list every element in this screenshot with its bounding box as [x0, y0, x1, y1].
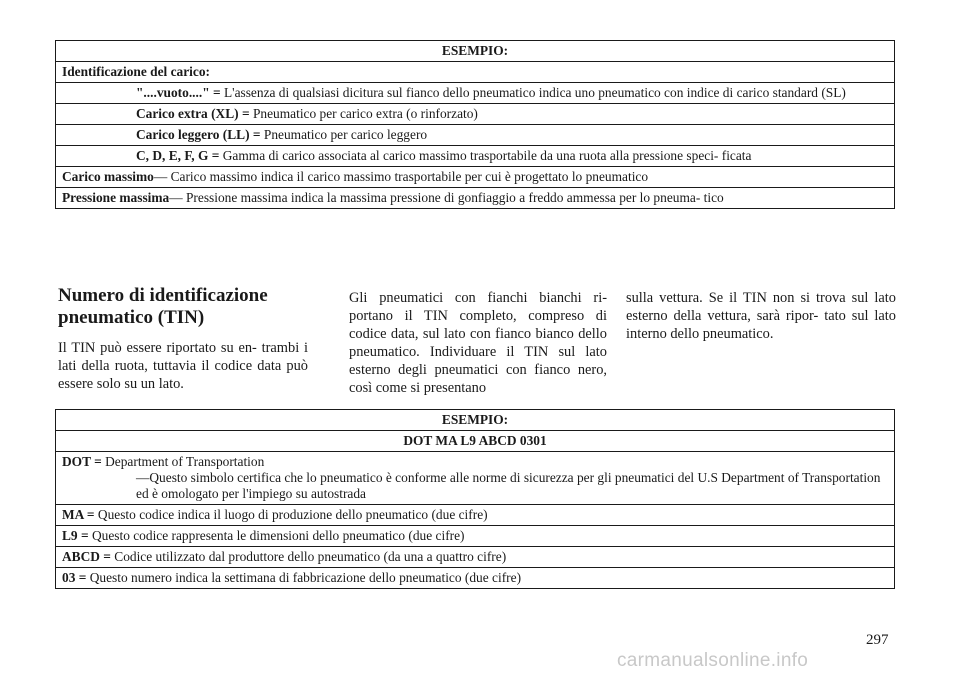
row-desc: Pneumatico per carico extra (o rinforzato) [249, 106, 478, 121]
tin-code: DOT MA L9 ABCD 0301 [56, 431, 894, 452]
row-term: Carico massimo [62, 169, 154, 184]
section-title: Numero di identificazione pneumatico (TIN) [58, 285, 268, 328]
row-term: C, D, E, F, G = [136, 148, 220, 163]
row-term: 03 = [62, 570, 87, 585]
table-row [56, 452, 894, 505]
table-header: ESEMPIO: [56, 41, 894, 62]
row-desc: Codice utilizzato dal produttore dello pneumatico (da una a quattro cifre) [110, 549, 507, 564]
row-desc: Questo codice indica il luogo di produzione dello pneumatico (due cifre) [94, 507, 488, 522]
row-term: Pressione massima [62, 190, 170, 205]
row-desc: — Pressione massima indica la massima pressione di gonfiaggio a freddo ammessa per lo pneuma- tico [169, 190, 724, 205]
row-term: Carico leggero (LL) = [136, 127, 261, 142]
table-row [56, 167, 894, 188]
row-desc: Pneumatico per carico leggero [260, 127, 428, 142]
row-desc: L'assenza di qualsiasi dicitura sul fianco dello pneumatico indica uno pneumatico con indice di carico standard (SL) [220, 85, 846, 100]
row-desc: Gamma di carico associata al carico massimo trasportabile da una ruota alla pressione speci- ficata [219, 148, 752, 163]
row-term: "....vuoto...." = [136, 85, 221, 100]
table-row [56, 568, 894, 588]
table-row [56, 83, 894, 104]
paragraph: Gli pneumatici con fianchi bianchi ri- portano il TIN completo, compreso di codice data, sul lato con fianco bianco dello pneumatico. Individuare il TIN sul lato esterno degli pneumatici con fianco nero, così come si presentano [349, 290, 607, 396]
row-term: MA = [62, 507, 95, 522]
row-term: DOT = [62, 454, 102, 469]
text-column-2 [349, 289, 607, 397]
dot-note: —Questo simbolo certifica che lo pneumatico è conforme alle norme di sicurezza per gli pneumatici del U.S Department of Transportation ed è omologato per l'impiego su autostrada [136, 470, 881, 501]
table-row [56, 505, 894, 526]
load-id-title: Identificazione del carico: [62, 64, 211, 79]
load-identification-table [55, 40, 895, 209]
row-desc: Questo codice rappresenta le dimensioni dello pneumatico (due cifre) [88, 528, 465, 543]
table-row [56, 104, 894, 125]
paragraph: sulla vettura. Se il TIN non si trova sul lato esterno della vettura, sarà ripor- tato sul lato interno dello pneumatico. [626, 290, 896, 342]
table-header: ESEMPIO: [56, 410, 894, 431]
table-row [56, 125, 894, 146]
row-term: Carico extra (XL) = [136, 106, 250, 121]
text-column-3 [626, 289, 896, 343]
paragraph: Il TIN può essere riportato su en- trambi i lati della ruota, tuttavia il codice data può essere solo su un lato. [58, 340, 308, 392]
table-row [56, 188, 894, 208]
row-term: L9 = [62, 528, 89, 543]
table-row [56, 547, 894, 568]
tin-example-table [55, 409, 895, 589]
row-term: ABCD = [62, 549, 111, 564]
row-desc: — Carico massimo indica il carico massimo trasportabile per cui è progettato lo pneumatico [153, 169, 649, 184]
watermark: carmanualsonline.info [617, 650, 809, 671]
table-row [56, 146, 894, 167]
row-desc: Questo numero indica la settimana di fabbricazione dello pneumatico (due cifre) [86, 570, 522, 585]
table-row [56, 526, 894, 547]
row-desc: Department of Transportation [101, 454, 265, 469]
text-column-1 [58, 285, 308, 393]
table-row [56, 62, 894, 83]
page-number: 297 [866, 632, 889, 648]
